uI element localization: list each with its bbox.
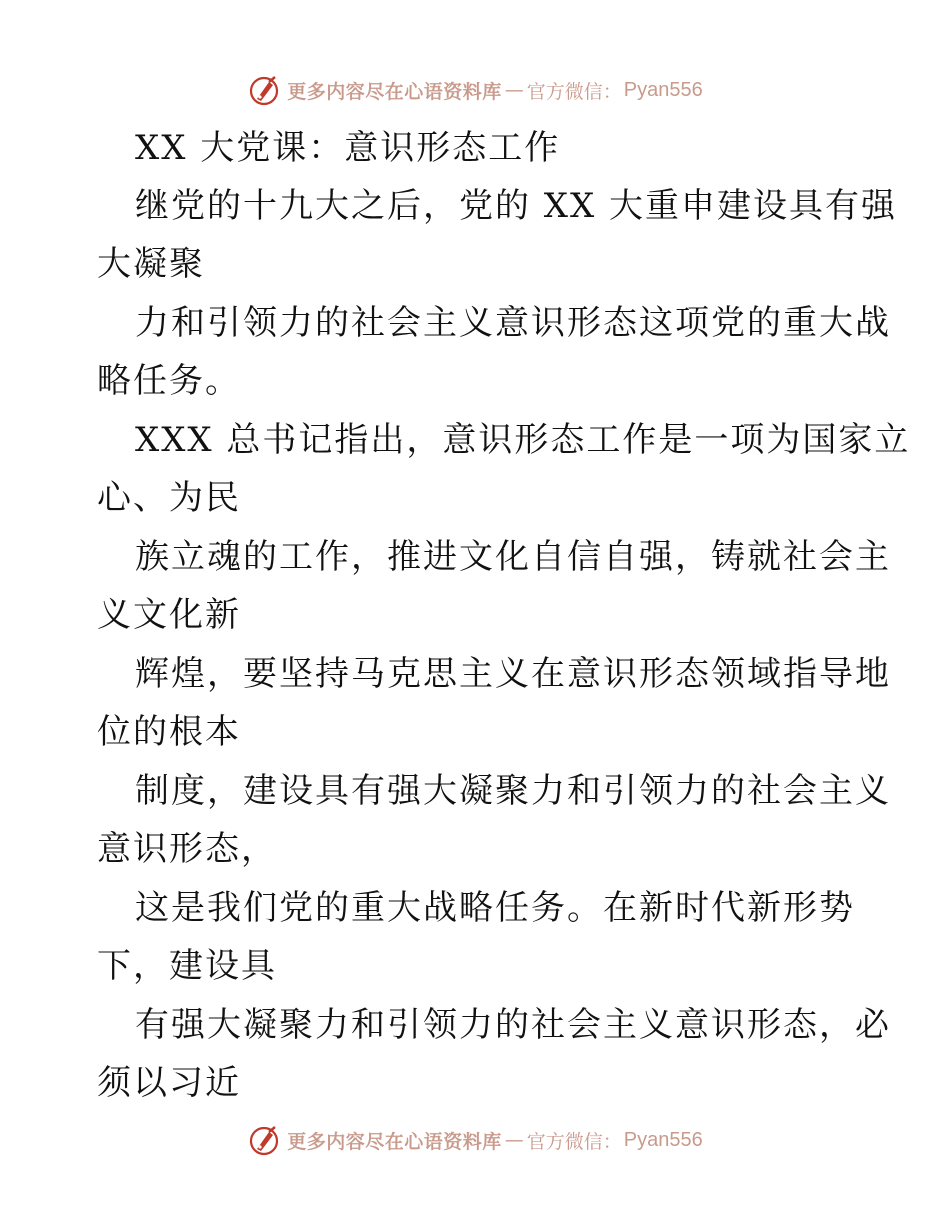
paragraph-line: 族立魂的工作，推进文化自信自强，铸就社会主 [135,537,891,577]
banner-wechat-label: 官方微信： [526,80,622,103]
pen-nib-logo-icon [247,1123,281,1157]
paragraph-line: 意识形态， [97,829,277,869]
banner-handle: Pyan556 [623,78,703,101]
document-title: XX 大党课：意识形态工作 [135,128,561,168]
banner-wechat-label: 官方微信： [526,1130,622,1153]
header-banner [0,70,950,110]
paragraph-line: 心、为民 [97,478,241,518]
paragraph-line: 位的根本 [97,712,241,752]
paragraph-line: 继党的十九大之后，党的 XX 大重申建设具有强 [135,186,898,226]
paragraph-line: 这是我们党的重大战略任务。在新时代新形势 [135,888,855,928]
paragraph-line: XXX 总书记指出，意识形态工作是一项为国家立 [135,420,911,460]
pen-nib-logo-icon [247,73,281,107]
banner-handle: Pyan556 [623,1128,703,1151]
paragraph-line: 有强大凝聚力和引领力的社会主义意识形态，必 [135,1005,891,1045]
paragraph-line: 辉煌，要坚持马克思主义在意识形态领域指导地 [135,654,891,694]
banner-text: 更多内容尽在心语资料库 [287,1130,502,1153]
footer-banner [0,1120,950,1160]
banner-dash: — [504,1129,524,1151]
paragraph-line: 制度，建设具有强大凝聚力和引领力的社会主义 [135,771,891,811]
banner-dash: — [504,79,524,101]
paragraph-line: 力和引领力的社会主义意识形态这项党的重大战 [135,303,891,343]
paragraph-line: 大凝聚 [97,244,205,284]
banner-text: 更多内容尽在心语资料库 [287,80,502,103]
paragraph-line: 须以习近 [97,1063,241,1103]
paragraph-line: 略任务。 [97,361,241,401]
paragraph-line: 义文化新 [97,595,241,635]
paragraph-line: 下，建设具 [97,946,277,986]
